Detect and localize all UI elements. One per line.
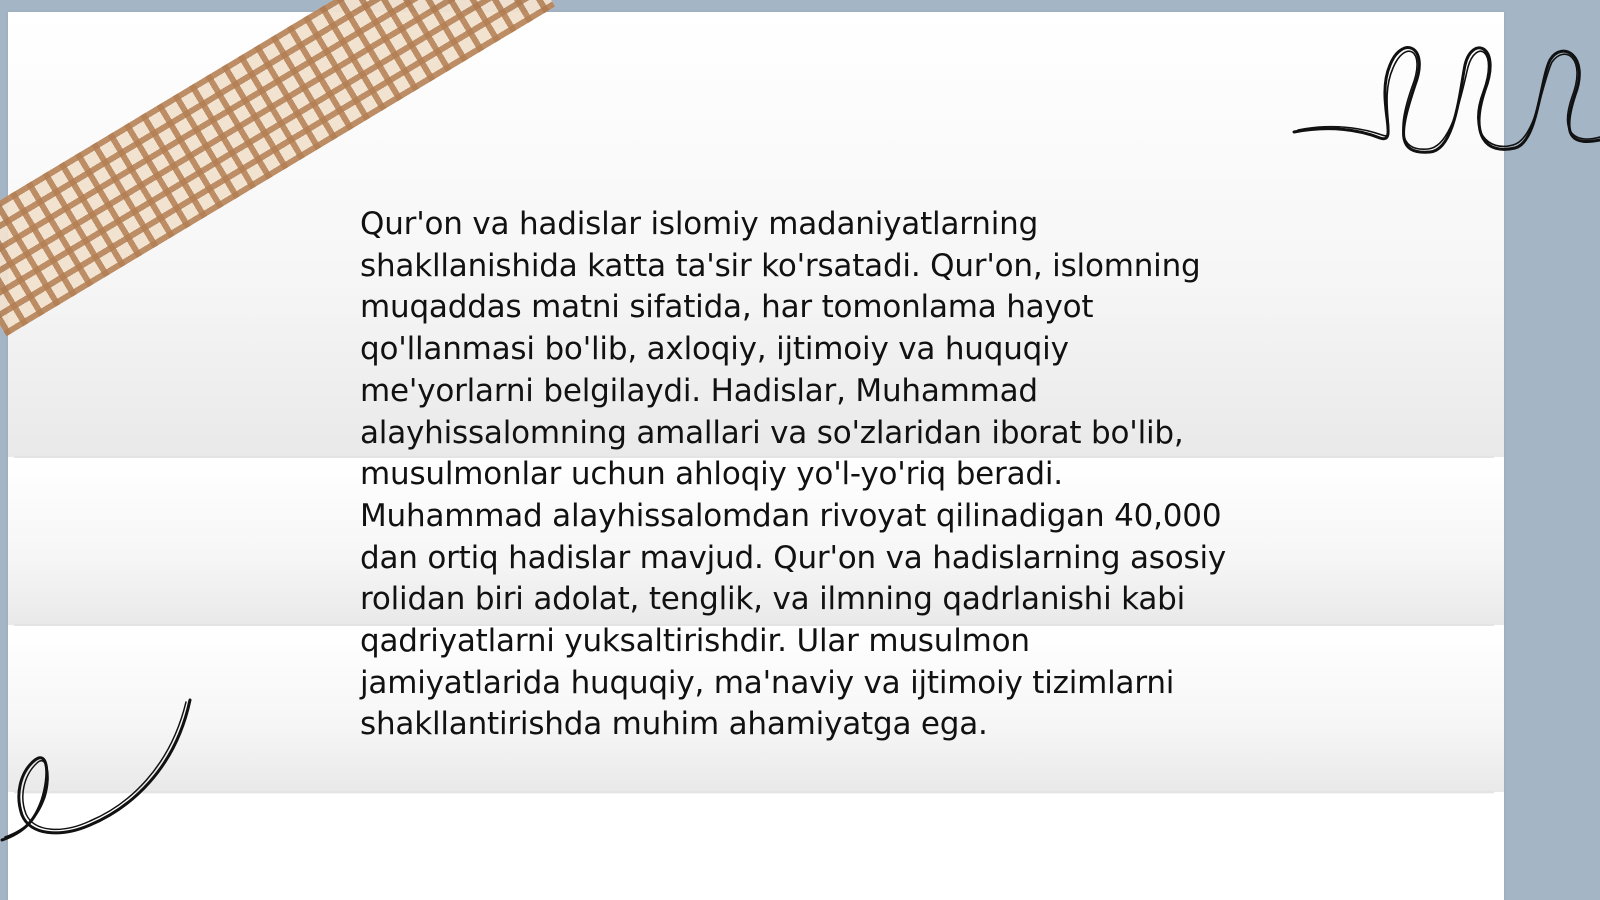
checkmark-scribble-icon [0, 690, 200, 850]
loop-scribble-icon [1290, 30, 1600, 160]
paper-fold-line [14, 791, 1494, 793]
body-paragraph: Qur'on va hadislar islomiy madaniyatlarning shakllanishida katta ta'sir ko'rsatadi. Qur'on, islomning muqaddas matni sifatida, har tomonlama hayot qo'llanmasi bo'lib, axloqiy, ijtimoiy va huquqiy me'yorlarni belgilaydi. Hadislar, Muhammad alayhissalomning amallari va so'zlaridan iborat bo'lib, musulmonlar uchun ahloqiy yo'l-yo'riq beradi. Muhammad alayhissalomdan rivoyat qilinadigan 40,000 dan ortiq hadislar mavjud. Qur'on va hadislarning asosiy rolidan biri adolat, tenglik, va ilmning qadrlanishi kabi qadriyatlarni yuksaltirishdir. Ular musulmon jamiyatlarida huquqiy, ma'naviy va ijtimoiy tizimlarni shakllantirishda muhim ahamiyatga ega. [360, 206, 1227, 743]
